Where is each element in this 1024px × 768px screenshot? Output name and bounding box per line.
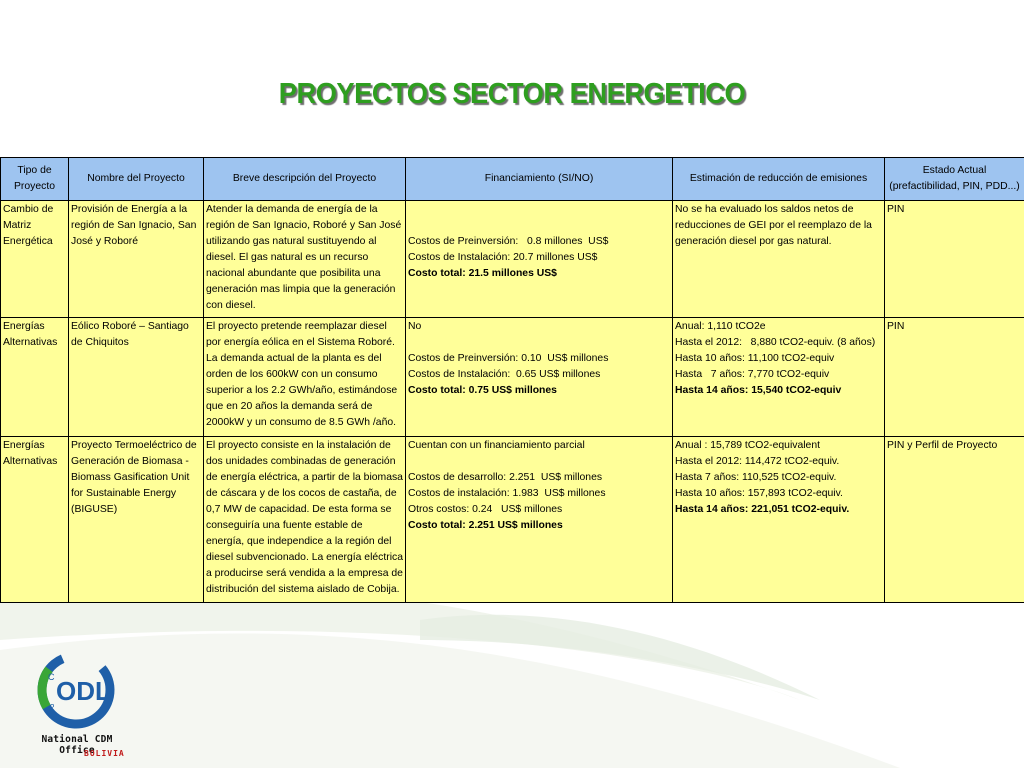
- table-row: [1, 437, 1024, 603]
- cell-descripcion: Atender la demanda de energía de la región de San Ignacio, Roboré y San José utilizando gas natural sustituyendo al diesel. El gas natural es un recurso nacional abundante que posibilita una generación mas limpia que la generación con diesel.: [204, 201, 406, 318]
- cell-financiamiento: [406, 437, 673, 603]
- logo-odl-text: ODL: [56, 676, 111, 706]
- cell-nombre: Provisión de Energía a la región de San Ignacio, San José y Roboré: [69, 201, 204, 318]
- financiamiento-line: Costos de instalación: 1.983 US$ millones: [408, 488, 606, 499]
- cell-estado: PIN: [885, 201, 1024, 318]
- financiamiento-line: Costos de Instalación: 20.7 millones US$: [408, 252, 598, 263]
- cell-emisiones: [673, 318, 885, 437]
- logo-country-text: BOLIVIA: [84, 749, 125, 758]
- cell-tipo: Cambio de Matriz Energética: [1, 201, 69, 318]
- logo-c-text: C: [48, 672, 55, 682]
- table-header-row: [1, 158, 1024, 201]
- projects-table: [0, 157, 1024, 603]
- cell-nombre: Eólico Roboré – Santiago de Chiquitos: [69, 318, 204, 437]
- header-tipo: Tipo de Proyecto: [1, 158, 69, 201]
- cell-tipo: Energías Alternativas: [1, 318, 69, 437]
- emisiones-line: Anual: 1,110 tCO2e: [675, 321, 766, 332]
- table-row: [1, 201, 1024, 318]
- header-descripcion: Breve descripción del Proyecto: [204, 158, 406, 201]
- cell-emisiones: No se ha evaluado los saldos netos de reducciones de GEI por el reemplazo de la generación diesel por gas natural.: [673, 201, 885, 318]
- header-nombre: Nombre del Proyecto: [69, 158, 204, 201]
- emisiones-line: Anual : 15,789 tCO2-equivalent: [675, 440, 820, 451]
- emisiones-line: Hasta 10 años: 157,893 tCO2-equiv.: [675, 488, 843, 499]
- logo-org-text: National CDM Office: [41, 734, 113, 756]
- financiamiento-total: Costo total: 2.251 US$ millones: [408, 520, 563, 531]
- financiamiento-line: Costos de Instalación: 0.65 US$ millones: [408, 369, 601, 380]
- emisiones-line: Hasta 10 años: 11,100 tCO2-equiv: [675, 353, 835, 364]
- cell-estado: PIN y Perfil de Proyecto: [885, 437, 1024, 603]
- cell-descripcion: El proyecto pretende reemplazar diesel por energía eólica en el Sistema Roboré. La demanda actual de la planta es del orden de los 600kW con un consumo superior a los 2.2 GWh/año, estimándose que en 20 años la demanda será de 2000kW y un consumo de 8.5 GWh /año.: [204, 318, 406, 437]
- financiamiento-line: Costos de desarrollo: 2.251 US$ millones: [408, 472, 603, 483]
- cell-tipo: Energías Alternativas: [1, 437, 69, 603]
- page-title: PROYECTOS SECTOR ENERGETICO: [278, 78, 746, 110]
- emisiones-total: Hasta 14 años: 221,051 tCO2-equiv.: [675, 504, 850, 515]
- header-estado: Estado Actual (prefactibilidad, PIN, PDD...): [885, 158, 1024, 201]
- odl-logo-icon: [26, 650, 130, 732]
- cell-descripcion: El proyecto consiste en la instalación de dos unidades combinadas de generación de energía eléctrica, a partir de la biomasa de cáscara y de los cocos de castaña, de 0,7 MW de capacidad. De esta forma se conseguiría una fuente estable de energía, que independice a la región del diesel subvencionado. La energía eléctrica a producirse será vendida a la empresa de distribución del sistema aislado de Cobija.: [204, 437, 406, 603]
- financiamiento-line: Otros costos: 0.24 US$ millones: [408, 504, 563, 515]
- financiamiento-line: Cuentan con un financiamiento parcial: [408, 440, 585, 451]
- cdm-office-logo: [22, 648, 132, 766]
- financiamiento-line: Costos de Preinversión: 0.8 millones US$: [408, 236, 609, 247]
- logo-2-text: 2: [50, 703, 55, 712]
- financiamiento-line: Costos de Preinversión: 0.10 US$ millones: [408, 353, 609, 364]
- emisiones-line: Hasta el 2012: 8,880 tCO2-equiv. (8 años): [675, 337, 876, 348]
- financiamiento-line: No: [408, 321, 422, 332]
- header-emisiones: Estimación de reducción de emisiones: [673, 158, 885, 201]
- emisiones-line: Hasta el 2012: 114,472 tCO2-equiv.: [675, 456, 840, 467]
- cell-emisiones: [673, 437, 885, 603]
- financiamiento-total: Costo total: 21.5 millones US$: [408, 268, 557, 279]
- emisiones-line: Hasta 7 años: 7,770 tCO2-equiv: [675, 369, 830, 380]
- cell-estado: PIN: [885, 318, 1024, 437]
- emisiones-total: Hasta 14 años: 15,540 tCO2-equiv: [675, 385, 842, 396]
- cell-nombre: Proyecto Termoeléctrico de Generación de Biomasa - Biomass Gasification Unit for Sustainable Energy (BIGUSE): [69, 437, 204, 603]
- cell-financiamiento: [406, 201, 673, 318]
- financiamiento-total: Costo total: 0.75 US$ millones: [408, 385, 557, 396]
- table-row: [1, 318, 1024, 437]
- cell-financiamiento: [406, 318, 673, 437]
- header-financiamiento: Financiamiento (SI/NO): [406, 158, 673, 201]
- emisiones-line: Hasta 7 años: 110,525 tCO2-equiv.: [675, 472, 837, 483]
